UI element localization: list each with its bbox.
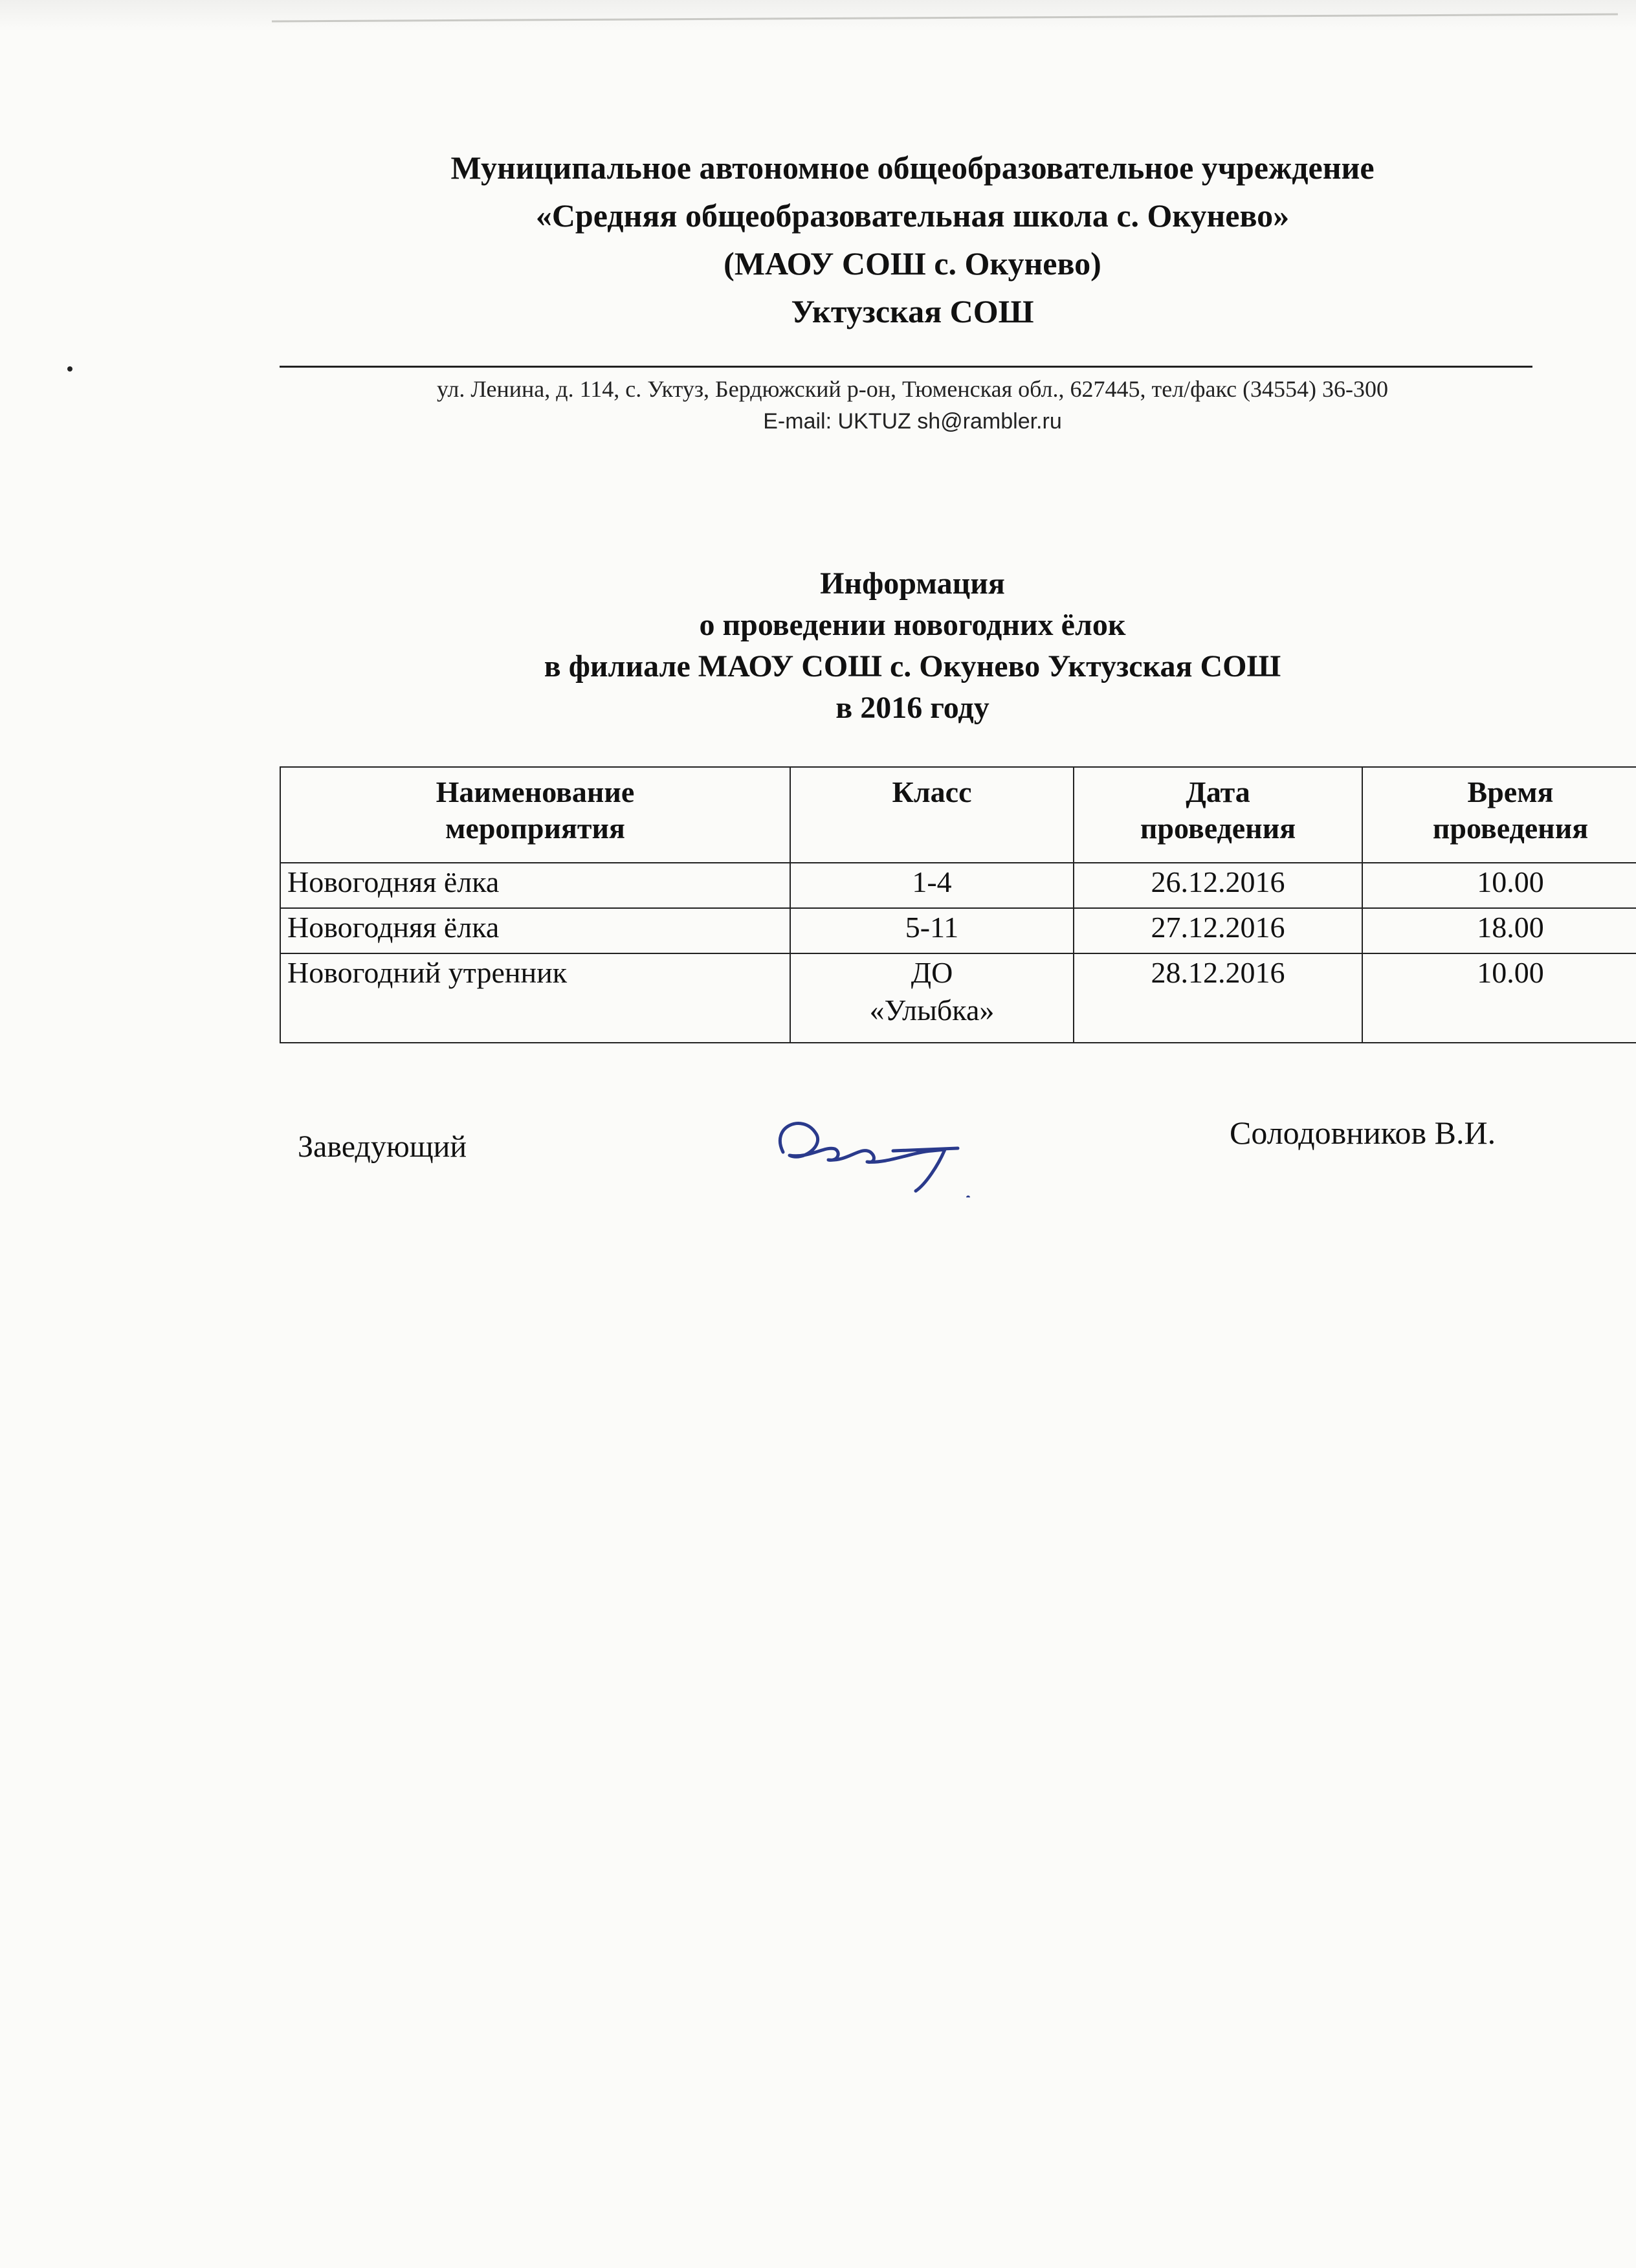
table-row [280,863,1636,908]
table-row [280,953,1636,1043]
org-email: E-mail: UKTUZ sh@rambler.ru [763,409,1062,434]
header-time-line2: проведения [1432,812,1589,845]
doc-subtitle-1: о проведении новогодних ёлок [699,608,1126,642]
header-date [1074,767,1362,863]
doc-title: Информация [820,566,1005,601]
header-time [1362,767,1636,863]
header-date-line1: Дата [1186,775,1250,808]
table-header-row [280,767,1636,863]
cell-class: 5-11 [790,908,1074,953]
org-branch-name: Уктузская СОШ [791,293,1034,329]
cell-class [790,953,1074,1043]
cell-event-name: Новогодний утренник [280,953,790,1043]
org-name-line-3: (МАОУ СОШ с. Окунево) [724,245,1101,282]
org-name-line-2: «Средняя общеобразовательная школа с. Окунево» [535,197,1290,234]
header-event-name [280,767,790,863]
org-name-line-1: Муниципальное автономное общеобразовательное учреждение [450,150,1375,186]
cell-class: 1-4 [790,863,1074,908]
cell-time: 10.00 [1362,953,1636,1043]
events-table [280,766,1636,1043]
header-divider [280,366,1532,368]
signer-name: Солодовников В.И. [1230,1115,1496,1151]
header-class [790,767,1074,863]
header-event-name-line1: Наименование [436,775,635,808]
header-time-line1: Время [1467,775,1554,808]
cell-date: 27.12.2016 [1074,908,1362,953]
header-date-line2: проведения [1140,812,1296,845]
table-row [280,908,1636,953]
header-class-label: Класс [892,775,972,808]
doc-subtitle-2: в филиале МАОУ СОШ с. Окунево Уктузская СОШ [544,649,1281,684]
cell-event-name: Новогодняя ёлка [280,863,790,908]
cell-time: 18.00 [1362,908,1636,953]
cell-date: 28.12.2016 [1074,953,1362,1043]
signer-position: Заведующий [298,1129,467,1164]
scan-dot [67,366,72,372]
cell-class-line1: ДО [911,956,953,989]
cell-class-line2: «Улыбка» [869,994,995,1027]
header-event-name-line2: мероприятия [445,812,625,845]
cell-time: 10.00 [1362,863,1636,908]
cell-date: 26.12.2016 [1074,863,1362,908]
doc-subtitle-3: в 2016 году [835,691,989,725]
org-address: ул. Ленина, д. 114, с. Уктуз, Бердюжский р-он, Тюменская обл., 627445, тел/факс (34554) 36-300 [436,376,1389,402]
cell-event-name: Новогодняя ёлка [280,908,790,953]
signature-image [764,1100,997,1197]
